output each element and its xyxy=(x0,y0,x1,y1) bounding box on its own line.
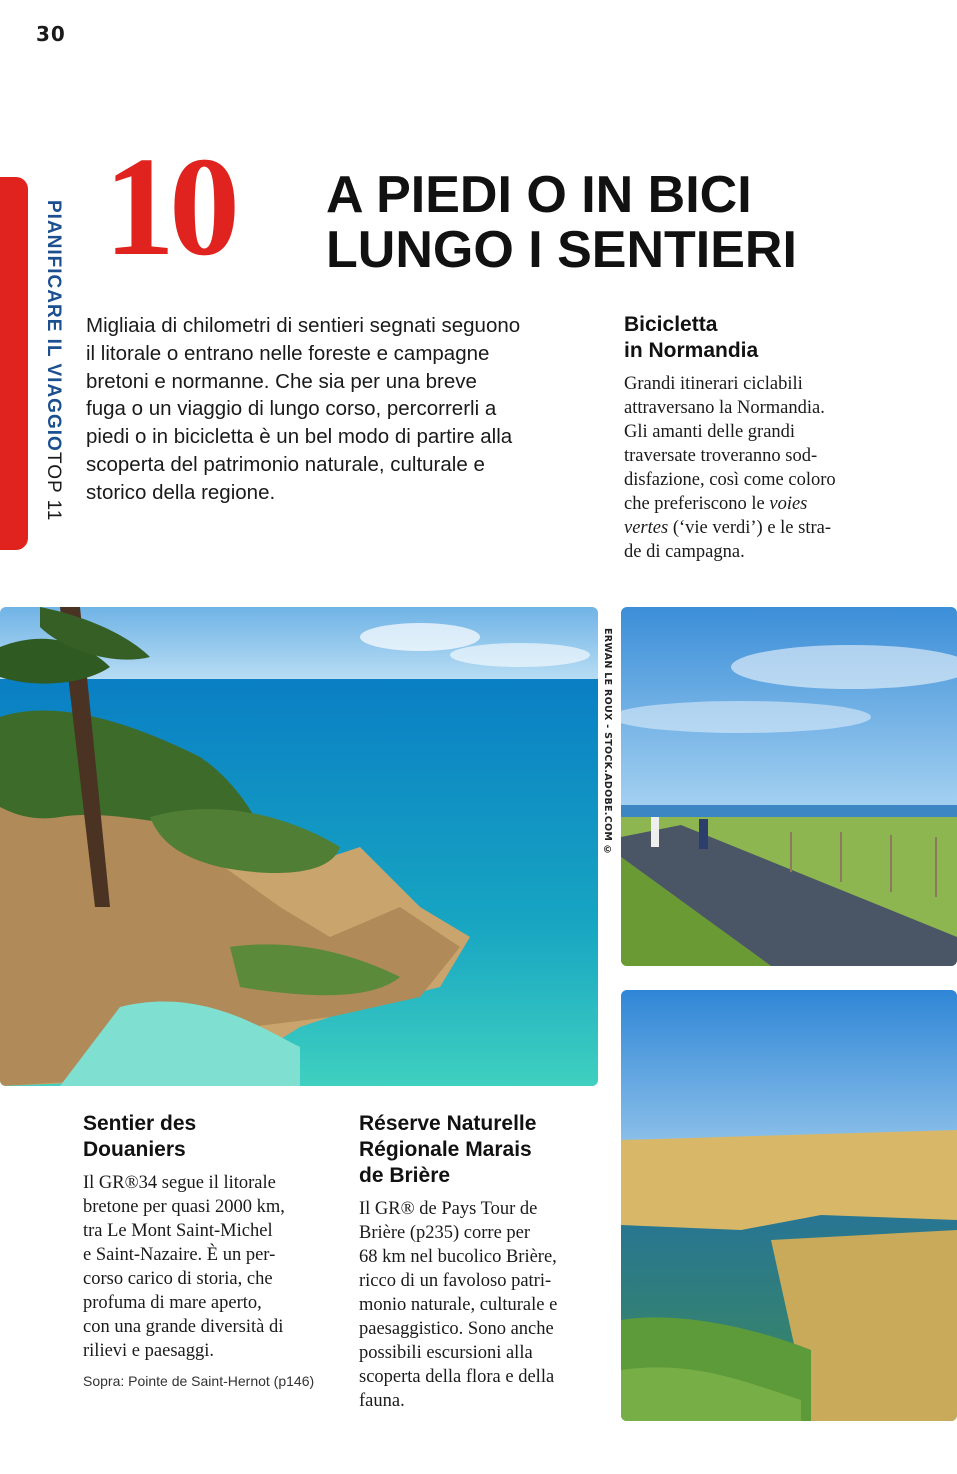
title-line: in Normandia xyxy=(624,339,759,362)
intro-line: storico della regione. xyxy=(86,480,276,504)
body-line: attraversano la Normandia. xyxy=(624,398,825,418)
body-line: paesaggistico. Sono anche xyxy=(359,1319,554,1339)
section-body-douaniers xyxy=(83,1171,353,1363)
title-line: Régionale Marais xyxy=(359,1138,532,1161)
body-line: Il GR® de Pays Tour de xyxy=(359,1199,538,1219)
title-line: A PIEDI O IN BICI xyxy=(326,166,752,224)
body-line: tra Le Mont Saint-Michel xyxy=(83,1221,273,1241)
title-line: Douaniers xyxy=(83,1138,186,1161)
photo-credit: ERWAN LE ROUX - STOCK.ADOBE.COM © xyxy=(602,628,613,857)
ranking-number: 10 xyxy=(104,127,234,285)
section-title-briere xyxy=(359,1111,536,1189)
section-tab-marker xyxy=(0,177,28,550)
body-line: traversate troveranno sod- xyxy=(624,446,818,466)
body-line: e Saint-Nazaire. È un per- xyxy=(83,1245,276,1265)
page-number: 30 xyxy=(36,22,66,46)
italic-term: vertes xyxy=(624,518,669,538)
section-title-douaniers xyxy=(83,1111,196,1163)
body-line: monio naturale, culturale e xyxy=(359,1295,558,1315)
intro-line: fuga o un viaggio di lungo corso, percorrerli a xyxy=(86,397,497,421)
body-line: Grandi itinerari ciclabili xyxy=(624,374,803,394)
body-line xyxy=(624,492,944,516)
photo-marsh-reeds xyxy=(621,990,957,1421)
title-line: Bicicletta xyxy=(624,313,718,336)
intro-line: piedi o in bicicletta è un bel modo di partire alla xyxy=(86,425,513,449)
title-line: LUNGO I SENTIERI xyxy=(326,221,797,279)
italic-term: voies xyxy=(769,494,808,514)
body-line: profuma di mare aperto, xyxy=(83,1293,262,1313)
intro-line: bretoni e normanne. Che sia per una breve xyxy=(86,369,477,393)
section-side-label xyxy=(40,200,64,540)
body-line: corso carico di storia, che xyxy=(83,1269,273,1289)
body-line: possibili escursioni alla xyxy=(359,1343,533,1363)
body-text: (‘vie verdi’) e le stra- xyxy=(668,518,832,538)
body-line: Brière (p235) corre per xyxy=(359,1223,531,1243)
title-line: de Brière xyxy=(359,1164,451,1187)
photo-caption: Sopra: Pointe de Saint-Hernot (p146) xyxy=(83,1373,315,1389)
coast-image xyxy=(0,607,598,1086)
title-line: Sentier des xyxy=(83,1112,197,1135)
body-line: disfazione, così come coloro xyxy=(624,470,836,490)
intro-line: Migliaia di chilometri di sentieri segnati seguono xyxy=(86,314,521,337)
body-line: fauna. xyxy=(359,1391,405,1411)
intro-line: il litorale o entrano nelle foreste e campagne xyxy=(86,341,490,365)
body-line xyxy=(624,516,944,540)
photo-cyclists-road xyxy=(621,607,957,966)
body-line: Gli amanti delle grandi xyxy=(624,422,796,442)
body-line: de di campagna. xyxy=(624,542,745,562)
section-body-normandia xyxy=(624,372,944,564)
section-title-normandia xyxy=(624,312,758,364)
body-line: bretone per quasi 2000 km, xyxy=(83,1197,285,1217)
body-line: rilievi e paesaggi. xyxy=(83,1341,214,1361)
intro-line: scoperta del patrimonio naturale, culturale e xyxy=(86,452,485,476)
photo-coastal-cliffs xyxy=(0,607,598,1086)
title-line: Réserve Naturelle xyxy=(359,1112,537,1135)
intro-paragraph xyxy=(86,312,586,507)
section-body-briere xyxy=(359,1197,609,1413)
body-line: 68 km nel bucolico Brière, xyxy=(359,1247,557,1267)
body-text: che preferiscono le xyxy=(624,494,770,514)
body-line: scoperta della flora e della xyxy=(359,1367,555,1387)
body-line: con una grande diversità di xyxy=(83,1317,284,1337)
body-line: ricco di un favoloso patri- xyxy=(359,1271,552,1291)
cyclists-image xyxy=(621,607,957,966)
page-title xyxy=(326,168,946,278)
side-label-light: TOP 11 xyxy=(43,451,64,522)
marsh-image xyxy=(621,990,957,1421)
body-line: Il GR®34 segue il litorale xyxy=(83,1173,276,1193)
side-label-strong: PIANIFICARE IL VIAGGIO xyxy=(43,200,64,452)
